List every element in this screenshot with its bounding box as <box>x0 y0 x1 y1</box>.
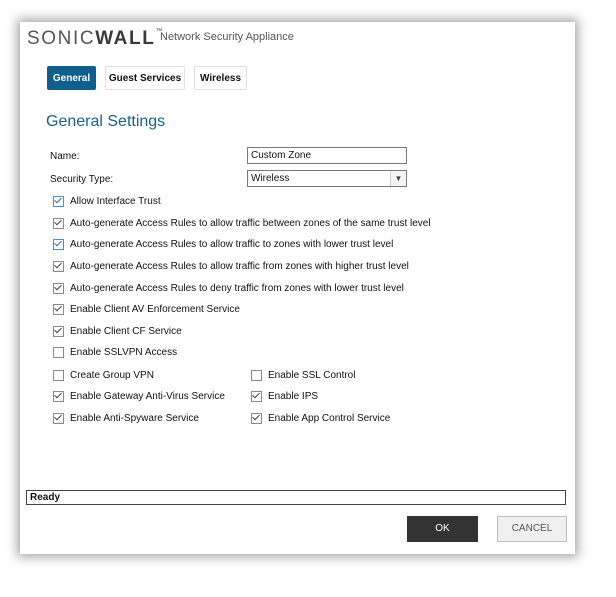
header <box>20 22 575 62</box>
status-bar: Ready <box>26 490 566 505</box>
checkbox-box <box>53 218 64 229</box>
auto-rules-higher-trust-checkbox[interactable]: Auto-generate Access Rules to allow traffic from zones with higher trust level <box>53 260 409 273</box>
sonicwall-logo: SONICWALL™ <box>27 28 163 49</box>
app-control-checkbox[interactable]: Enable App Control Service <box>251 412 390 425</box>
section-title: General Settings <box>46 113 166 130</box>
checkbox-box <box>53 370 64 381</box>
create-group-vpn-checkbox[interactable]: Create Group VPN <box>53 369 154 382</box>
anti-spyware-checkbox[interactable]: Enable Anti-Spyware Service <box>53 412 199 425</box>
cancel-button[interactable]: CANCEL <box>497 516 567 542</box>
checkbox-box <box>251 413 262 424</box>
ips-checkbox[interactable]: Enable IPS <box>251 390 318 403</box>
name-label: Name: <box>50 151 80 162</box>
name-input[interactable] <box>247 147 407 164</box>
sslvpn-access-checkbox[interactable]: Enable SSLVPN Access <box>53 346 177 359</box>
client-av-enforcement-checkbox[interactable]: Enable Client AV Enforcement Service <box>53 303 240 316</box>
checkbox-box <box>53 413 64 424</box>
checkbox-box <box>53 347 64 358</box>
chevron-down-icon: ▼ <box>390 171 406 186</box>
checkbox-box <box>53 304 64 315</box>
ssl-control-checkbox[interactable]: Enable SSL Control <box>251 369 355 382</box>
zone-settings-dialog <box>20 22 575 554</box>
security-type-label: Security Type: <box>50 174 114 185</box>
checkbox-box <box>251 391 262 402</box>
checkbox-box <box>53 326 64 337</box>
tab-guest-services[interactable]: Guest Services <box>105 66 185 90</box>
security-type-value: Wireless <box>251 173 290 184</box>
allow-interface-trust-checkbox[interactable]: Allow Interface Trust <box>53 195 161 208</box>
app-subtitle: Network Security Appliance <box>160 31 294 43</box>
checkbox-box <box>53 196 64 207</box>
security-type-select[interactable] <box>247 170 407 187</box>
ok-button[interactable]: OK <box>407 516 478 542</box>
auto-rules-deny-lower-trust-checkbox[interactable]: Auto-generate Access Rules to deny traffic from zones with lower trust level <box>53 282 404 295</box>
checkbox-box <box>53 391 64 402</box>
auto-rules-lower-trust-checkbox[interactable]: Auto-generate Access Rules to allow traffic to zones with lower trust level <box>53 238 393 251</box>
checkbox-box <box>53 283 64 294</box>
tab-wireless[interactable]: Wireless <box>194 66 247 90</box>
tab-general[interactable]: General <box>47 66 96 90</box>
gateway-anti-virus-checkbox[interactable]: Enable Gateway Anti-Virus Service <box>53 390 225 403</box>
checkbox-box <box>53 239 64 250</box>
checkbox-box <box>251 370 262 381</box>
client-cf-service-checkbox[interactable]: Enable Client CF Service <box>53 325 182 338</box>
auto-rules-same-trust-checkbox[interactable]: Auto-generate Access Rules to allow traffic between zones of the same trust level <box>53 217 431 230</box>
checkbox-box <box>53 261 64 272</box>
